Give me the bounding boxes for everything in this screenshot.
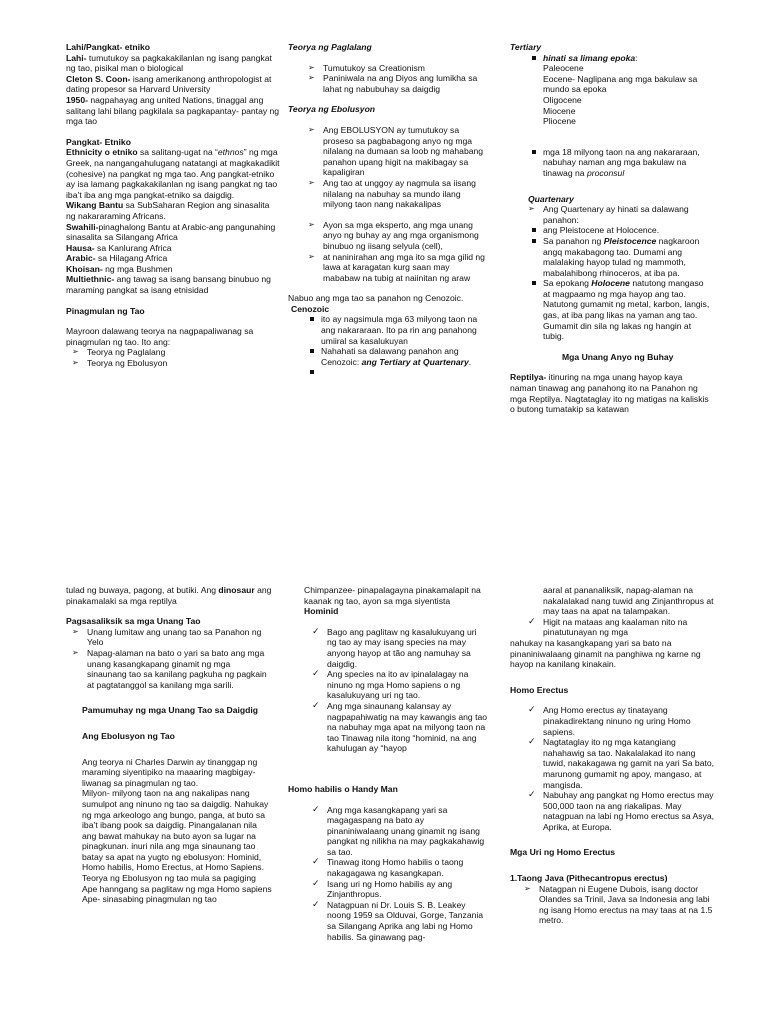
paragraph-1950: 1950- nagpahayag ang united Nations, tinaggal ang salitang lahi bilang pagkilala sa pagkapantay- pantay ng mga tao — [66, 94, 280, 127]
list-hominid — [294, 627, 488, 754]
paragraph-cenozoic-intro: Nabuo ang mga tao sa panahon ng Cenozoic. — [288, 293, 464, 304]
list-item: ✓ Higit na mataas ang kaalaman nito na pinatutunayan ng mga — [510, 617, 715, 638]
list-item: hinati sa limang epoka: — [510, 53, 710, 64]
list-higit — [510, 617, 715, 638]
list-paglalang — [290, 63, 488, 95]
heading-unang-anyo: Mga Unang Anyo ng Buhay — [562, 351, 674, 362]
paragraph-multiethnic: Multiethnic- ang tawag sa isang bansang binubuo ng maraming pangkat sa isang etnisidad — [66, 274, 271, 296]
heading-uri-homo-erectus: Mga Uri ng Homo Erectus — [510, 847, 616, 858]
list-item: ➢ Ayon sa mga eksperto, ang mga unang anyo ng buhay ay ang mga organismong binubuo ng iisang selyula (cell), — [290, 220, 488, 252]
paragraph-dinosaur: tulad ng buwaya, pagong, at butiki. Ang dinosaur ang pinakamalaki sa mga reptilya — [66, 585, 272, 606]
list-cenozoic — [288, 314, 488, 378]
heading-pamumuhay: Pamumuhay ng mga Unang Tao sa Daigdig — [82, 705, 259, 716]
heading-tertiary: Tertiary — [510, 42, 542, 52]
epoch-item: Oligocene — [543, 94, 582, 105]
list-item: ✓ Ang mga kasangkapang yari sa magagaspang na bato ay pinaniniwalaang unang ginamit ng isang pangkat ng nilikha na may pagkakahawig sa tao. — [294, 805, 488, 858]
paragraph-swahili: Swahili-pinaghalong Bantu at Arabic-ang pangunahing sinasalita sa Silangang Africa — [66, 221, 276, 243]
list-item: ➢ at naninirahan ang mga ito sa mga gilid ng lawa at karagatan kurg saan may mababaw na tubig at naiinitan ng araw — [290, 252, 488, 284]
paragraph-coon: Cleton S. Coon- isang amerikanong anthropologist at dating propesor sa Harvard University — [66, 73, 272, 95]
list-quartenary-b — [510, 225, 710, 342]
paragraph-hausa: Hausa- sa Kanlurang Africa — [66, 242, 172, 253]
heading-ebolusyon-tao: Ang Ebolusyon ng Tao — [82, 730, 175, 741]
heading-pinagmulan: Pinagmulan ng Tao — [66, 305, 145, 316]
column-bottom-right — [510, 585, 715, 926]
paragraph-lahi: Lahi- tumutukoy sa pagkakakilanlan ng isang pangkat ng tao, pisikal man o biological — [66, 52, 272, 74]
epoch-list — [510, 63, 710, 127]
list-item: ✓ Ang species na ito av ipinalalagay na ninuno ng mga Homo sapiens o ng kasalukuyang uri ng tao. — [294, 669, 488, 701]
list-homo-erectus — [510, 705, 715, 832]
list-item: ➢ Ang EBOLUSYON ay tumutukoy sa proseso sa pagbabagong anyo ng mga nilalang na dumaan sa loob ng mahabang panahon upang higit na makibagay sa kapaligiran — [290, 125, 488, 178]
epoch-item: Eocene- Naglipana ang mga bakulaw sa mundo sa epoka — [543, 73, 698, 95]
paragraph-zinjanthropus-cont: aaral at pananaliksik, napag-alaman na nakalalakad nang tuwid ang Zinjanthropus at may taas na apat na talampakan. — [543, 585, 714, 617]
paragraph-kasangkapan: nahukay na kasangkapang yari sa bato na pinaniniwalaang ginamit na panghiwa ng karne ng hayop na kanilang kinakain. — [510, 637, 701, 670]
heading-teorya-ebolusyon: Teorya ng Ebolusyon — [288, 104, 376, 115]
list-item: ✓ Natagpuan ni Dr. Louis S. B. Leakey noong 1959 sa Olduvai, Gorge, Tanzania sa Silangang Aprika ang labi ng Homo habilis. Sa ginawang pag- — [294, 900, 488, 942]
list-item: ang Pleistocene at Holocence. — [510, 225, 710, 236]
heading-pagsasaliksik: Pagsasaliksik sa mga Unang Tao — [66, 616, 201, 627]
heading-homo-erectus: Homo Erectus — [510, 684, 569, 695]
paragraph-arabic: Arabic- sa Hilagang Africa — [66, 253, 168, 264]
paragraph-chimpanzee: Chimpanzee- pinapalagayna pinakamalapit na kaanak ng tao, ayon sa mga siyentista — [304, 585, 481, 606]
list-quartenary-a — [510, 204, 710, 225]
column-bottom-left — [66, 585, 272, 905]
list-item: ➢ Paniniwala na ang Diyos ang lumikha sa lahat ng nabubuhay sa daigdig — [290, 73, 488, 94]
list-ebolusyon — [290, 125, 488, 283]
column-top-left — [66, 42, 281, 369]
list-item: ➢ Teorya ng Paglalang — [54, 347, 281, 358]
paragraph-teorya-ape: Teorya ng Ebolusyon ng tao mula sa pagiging Ape hanngang sa paglitaw ng mga Homo sapiens — [82, 873, 272, 894]
epoch-item: Miocene — [543, 105, 576, 116]
heading-pangkat-etniko: Pangkat- Etniko — [66, 136, 131, 147]
epoch-item: Paleocene — [543, 63, 584, 74]
paragraph-milyon: Milyon- milyong taon na ang nakalipas nang sumulpot ang ninuno ng tao sa daigdig. Nahukay ng mga arkeologo ang bungo, panga, at buto sa iba’t ibang pook sa daigdig. Pinangalanan nila ang bawat mahukay na buto ayon sa lugar na pinagkunan. inuri nila ang mga sinaunang tao batay sa apat na yugto ng ebolusyon: Hominid, Homo habilis, Homo Erectus, at Homo Sapiens. — [82, 788, 269, 873]
list-item-empty — [288, 367, 488, 378]
paragraph-darwin: Ang teorya ni Charles Darwin ay tinanggap ng maraming siyentipiko na maaaring magbigay- liwanag sa pinagmulan ng tao. — [82, 756, 258, 788]
list-item: ✓ Isang uri ng Homo habilis ay ang Zinjanthropus. — [294, 879, 488, 900]
list-item: ➢ Unang lumitaw ang unang tao sa Panahon ng Yelo — [54, 627, 272, 648]
column-top-right — [510, 42, 710, 415]
paragraph-pinagmulan-intro: Mayroon dalawang teorya na nagpapaliwanag sa pinagmulan ng tao. Ito ang: — [66, 326, 254, 347]
paragraph-khoisan: Khoisan- ng mga Bushmen — [66, 263, 173, 274]
list-taong-java — [506, 884, 715, 926]
heading-cenozoic: Cenozoic — [291, 303, 330, 314]
list-item: Sa epokang Holocene natutong mangaso at magpaamo ng mga hayop ang tao. Natutong gumamit ng metal, karbon, langis, gas, at iba pang likas na yaman ang tao. Gumamit din sila ng lakas ng hangin at tubig. — [510, 278, 710, 342]
heading-teorya-paglalang: Teorya ng Paglalang — [288, 42, 372, 52]
list-item: ➢ Ang Quartenary ay hinati sa dalawang panahon: — [510, 204, 710, 225]
paragraph-reptilya: Reptilya- itinuring na mga unang hayop kaya naman tinawag ang panahong ito na Panahon ng mga Reptilya. Nagtataglay ito ng matigas na kaliskis o butong tumatakip sa katawan — [510, 372, 709, 415]
list-item: ➢ Tumutukoy sa Creationism — [290, 63, 488, 74]
heading-lahi-pangkat: Lahi/Pangkat- etniko — [66, 42, 151, 52]
paragraph-ethnicity: Ethnicity o etniko sa salitang-ugat na “ethnos” ng mga Greek, na nangangahulugang natatangi at magkakadikit (cohesive) na pangkat ng mga tao. Ang pangkat-etniko ay isa lamang pagkakakilanlan ng isang pangkat ng tao iba’t iba ang mga pangkat-etniko sa daigdig. — [66, 147, 280, 200]
list-item: ✓ Nagtataglay ito ng mga katangiang nahahawig sa tao. Nakalalakad ito nang tuwid, nakakagawa ng gamit na yari Sa bato, marunong gumamit ng apoy, mangaso, at mangisda. — [510, 737, 715, 790]
list-proconsul — [510, 147, 710, 179]
list-item: ➢ Napag-alaman na bato o yari sa bato ang mga unang kasangkapang ginamit ng mga sinaunang tao sa kanilang pagkuha ng pagkain at pagtatanggol sa kanilang mga sarili. — [54, 648, 272, 690]
list-item: ➢ Ang tao at unggoy ay nagmula sa iisang nilalang na nabuhay sa mundo ilang milyong taon nang nakakalipas — [290, 178, 488, 210]
list-pagsasaliksik — [54, 627, 272, 691]
heading-homo-habilis: Homo habilis o Handy Man — [288, 783, 398, 794]
column-bottom-middle — [288, 585, 488, 942]
column-top-middle — [288, 42, 488, 378]
epoch-item: Pliocene — [543, 116, 576, 127]
heading-hominid: Hominid — [304, 606, 339, 617]
list-homo-habilis — [294, 805, 488, 943]
list-teorya — [54, 347, 281, 368]
list-item: Sa panahon ng Pleistocence nagkaroon angq makabagong tao. Dumami ang malalaking hayop tulad ng mammoth, mabalahibong rhinoceros, at iba pa. — [510, 236, 710, 278]
ebolusyon-body — [66, 757, 272, 905]
list-epoka-head — [510, 53, 710, 64]
list-item: ✓ Ang mga sinaunang kalansay ay nagpapahiwatig na may kawangis ang tao na nabuhay mga apat na milyong taon na tao Tinawag nila itong “hominid, na ang kahulugan ay “hayop — [294, 701, 488, 754]
list-item: ✓ Ang Homo erectus ay tinatayang pinakadirektang ninuno ng uring Homo sapiens. — [510, 705, 715, 737]
list-item: ✓ Bago ang paglitaw ng kasalukuyang uri ng tao ay may isang species na may anyong hayop at tão ang namuhay sa daigdig. — [294, 627, 488, 669]
paragraph-bantu: Wikang Bantu sa SubSaharan Region ang sinasalita ng nakararaming Africans. — [66, 200, 270, 221]
list-item: Nahahati sa dalawang panahon ang Cenozoic: ang Tertiary at Quartenary. — [288, 346, 488, 367]
list-item: ito ay nagsimula mga 63 milyong taon na ang nakararaan. Ito pa rin ang panahong umiiral sa kasalukuyan — [288, 314, 488, 346]
paragraph-ape: Ape- sinasabing pinagmulan ng tao — [82, 894, 217, 905]
list-item: mga 18 milyong taon na ang nakararaan, nabuhay naman ang mga bakulaw na tinawag na proconsul — [510, 147, 710, 179]
heading-quartenary: Quartenary — [528, 193, 574, 204]
list-item: ➢ Natagpan ni Eugene Dubois, isang doctor Olandes sa Trinil, Java sa Indonesia ang labi ng isang Homo erectus na may taas at na 1.5 metro. — [506, 884, 715, 926]
list-item: ✓ Nabuhay ang pangkat ng Homo erectus may 500,000 taon na ang riakalipas. May natagpuan na labi ng Homo erectus sa Asya, Aprika, at Europa. — [510, 790, 715, 832]
heading-taong-java: 1.Taong Java (Pithecantropus erectus) — [510, 873, 668, 884]
list-item: ✓ Tinawag itong Homo habilis o taong nakagagawa ng kasangkapan. — [294, 857, 488, 878]
list-item: ➢ Teorya ng Ebolusyon — [54, 358, 281, 369]
